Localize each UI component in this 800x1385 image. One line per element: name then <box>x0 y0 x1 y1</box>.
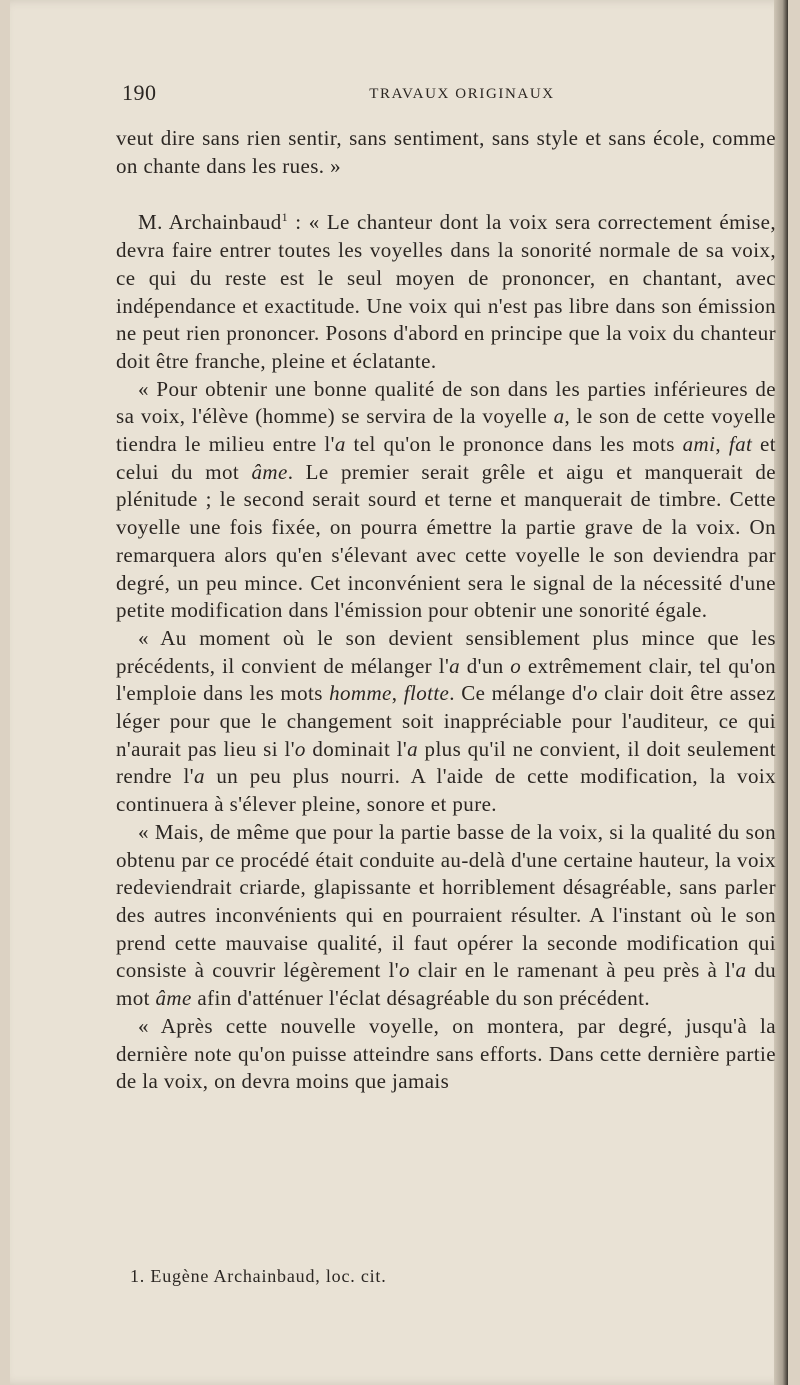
paragraph-5: « Mais, de même que pour la partie basse de la voix, si la qualité du son obtenu par ce procédé était conduite au-delà d'une certaine hauteur, la voix redeviendrait criarde, glapissante et horriblement désagréable, sans parler des autres inconvénients qui en pourraient résulter. A l'instant où le son prend cette mauvaise qualité, il faut opérer la seconde modification qui consiste à couvrir légèrement l'o clair en le ramenant à peu près à l'a du mot âme afin d'atténuer l'éclat désagréable du son précédent. <box>116 819 776 1011</box>
paragraph-1: veut dire sans rien sentir, sans sentiment, sans style et sans école, comme on chante dans les rues. » <box>116 126 776 178</box>
footnote-ref: 1 <box>281 210 289 225</box>
page-edge-shadow <box>774 0 788 1385</box>
running-head: TRAVAUX ORIGINAUX <box>369 86 555 102</box>
paragraph-2: M. Archainbaud$^1$ : « Le chanteur dont la voix sera correctement émise, devra faire entrer toutes les voyelles dans la sonorité normale de sa voix, ce qui du reste est le seul moyen de prononcer, en chantant, avec indépendance et exactitude. Une voix qui n'est pas libre dans son émission ne peut rien prononcer. Posons d'abord en principe que la voix du chanteur doit être franche, pleine et éclatante. <box>116 210 776 373</box>
paragraph-6: « Après cette nouvelle voyelle, on montera, par degré, jusqu'à la dernière note qu'on puisse atteindre sans efforts. Dans cette dernière partie de la voix, on devra moins que jamais <box>116 1013 776 1094</box>
footnote: 1. Eugène Archainbaud, loc. cit. <box>130 1266 387 1286</box>
book-page <box>10 0 788 1385</box>
body-text <box>116 125 776 1096</box>
page-header <box>122 80 772 110</box>
paragraph-4: « Au moment où le son devient sensiblement plus mince que les précédents, il convient de mélanger l'a d'un o extrêmement clair, tel qu'on l'emploie dans les mots homme, flotte. Ce mélange d'o clair doit être assez léger pour que le changement soit inappréciable pour l'auditeur, ce qui n'aurait pas lieu si l'o dominait l'a plus qu'il ne convient, il doit seulement rendre l'a un peu plus nourri. A l'aide de cette modification, la voix continuera à s'élever pleine, sonore et pure. <box>116 625 777 817</box>
paragraph-3: « Pour obtenir une bonne qualité de son dans les parties inférieures de sa voix, l'élève (homme) se servira de la voyelle a, le son de cette voyelle tiendra le milieu entre l'a tel qu'on le prononce dans les mots ami, fat et celui du mot âme. Le premier serait grêle et aigu et manquerait de plénitude ; le second serait sourd et terne et manquerait de timbre. Cette voyelle une fois fixée, on pourra émettre la partie grave de la voix. On remarquera alors qu'en s'élevant avec cette voyelle le son deviendra par degré, un peu mince. Cet inconvénient sera le signal de la nécessité d'une petite modification dans l'émission pour obtenir une sonorité égale. <box>116 376 777 623</box>
page-number: 190 <box>122 80 157 105</box>
